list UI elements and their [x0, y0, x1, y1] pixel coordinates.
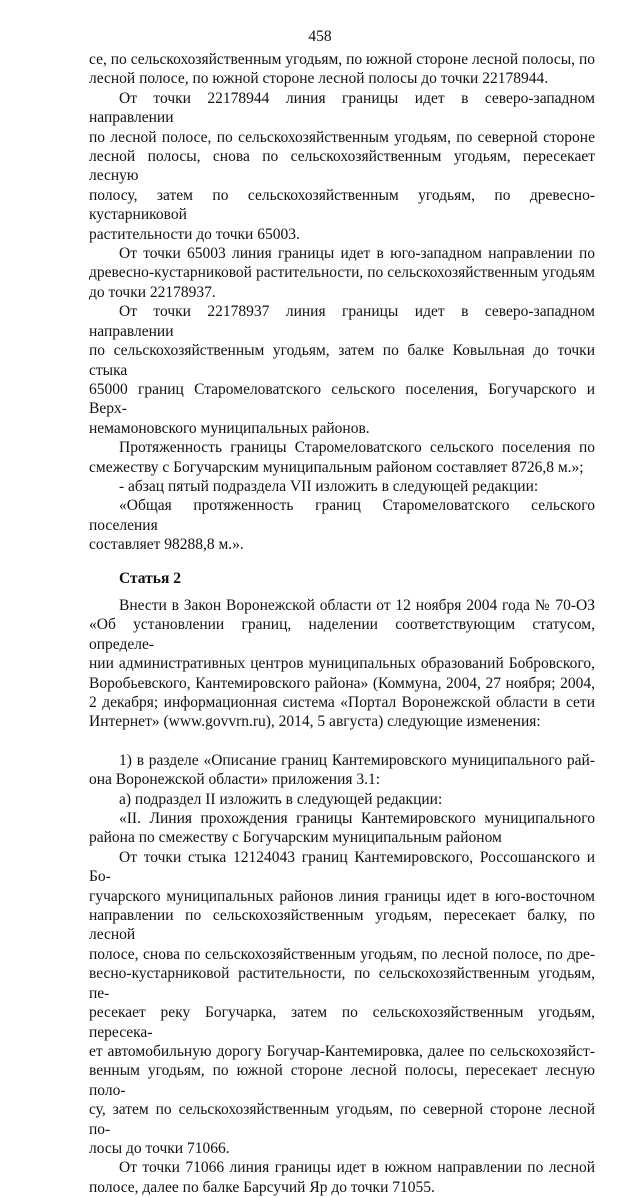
text-line: «Об установлении границ, наделении соответствующим статусом, определе- — [89, 616, 595, 653]
text-line: древесно-кустарниковой растительности, по сельскохозяйственным угодьям — [89, 264, 595, 282]
text-line: полосе, снова по сельскохозяйственным угодьям, по лесной полосе, по дре- — [89, 945, 595, 963]
text-line: венным угодьям, по южной стороне лесной полосы, пересекает лесную поло- — [89, 1062, 595, 1099]
text-line: се, по сельскохозяйственным угодьям, по южной стороне лесной полосы, по — [89, 51, 595, 68]
text-line: ресекает реку Богучарка, затем по сельскохозяйственным угодьям, пересека- — [89, 1004, 595, 1041]
text-line: а) подраздел II изложить в следующей редакции: — [119, 790, 443, 808]
text-line: растительности до точки 65003. — [89, 225, 300, 243]
text-line: - абзац пятый подраздела VII изложить в следующей редакции: — [119, 477, 539, 495]
article-heading: Статья 2 — [119, 569, 181, 587]
paragraph — [89, 496, 595, 554]
text-line: смежеству с Богучарским муниципальным районом составляет 8726,8 м.»; — [89, 458, 584, 476]
text-line: 65000 границ Старомеловатского сельского поселения, Богучарского и Верх- — [89, 380, 595, 418]
text-line: она Воронежской области» приложения 3.1: — [89, 771, 381, 789]
paragraph — [89, 89, 595, 244]
text-line: до точки 22178937. — [89, 283, 216, 301]
paragraph — [89, 244, 595, 302]
text-line: лосы до точки 71066. — [89, 1139, 230, 1157]
text-line: 2 декабря; информационная система «Портал Воронежской области в сети — [89, 694, 595, 711]
text-line: гучарского муниципальных районов линия границы идет в юго-восточном — [89, 887, 595, 905]
text-line: направлении по сельскохозяйственным угодьям, пересекает балку, по лесной — [89, 907, 595, 944]
text-line: «Общая протяженность границ Старомеловатского сельского поселения — [89, 497, 595, 534]
text-line: Интернет» (www.govvrn.ru), 2014, 5 августа) следующие изменения: — [89, 713, 541, 731]
paragraph — [89, 477, 595, 496]
paragraph — [89, 751, 595, 790]
text-line: составляет 98288,8 м.». — [89, 536, 244, 554]
text-line: по сельскохозяйственным угодьям, затем по балке Ковыльная до точки стыка — [89, 342, 595, 379]
paragraph — [89, 438, 595, 477]
paragraph — [89, 50, 595, 89]
text-line: «II. Линия прохождения границы Кантемировского муниципального — [119, 810, 595, 828]
spacer — [89, 732, 595, 751]
text-line: Протяженность границы Старомеловатского сельского поселения по — [119, 439, 595, 457]
paragraph — [89, 809, 595, 848]
text-line: полосе, далее по балке Барсучий Яр до точки 71055. — [89, 1178, 435, 1196]
text-line: 1) в разделе «Описание границ Кантемировского муниципального рай- — [119, 751, 595, 769]
paragraph — [89, 790, 595, 809]
text-line: района по смежеству с Богучарским муниципальным районом — [89, 829, 502, 847]
text-line: по лесной полосе, по сельскохозяйственным угодьям, по северной стороне — [89, 128, 595, 146]
text-line: лесной полосы, снова по сельскохозяйственным угодьям, пересекает лесную — [89, 148, 595, 185]
text-line: От точки 22178944 линия границы идет в северо-западном направлении — [89, 89, 595, 127]
text-line: От точки стыка 12124043 границ Кантемировского, Россошанского и Бо- — [89, 848, 595, 886]
text-line: От точки 71066 линия границы идет в южном направлении по лесной — [119, 1159, 595, 1177]
text-line: Воробьевского, Кантемировского района» (Коммуна, 2004, 27 ноября; 2004, — [89, 674, 595, 692]
text-line: весно-кустарниковой растительности, по сельскохозяйственным угодьям, пе- — [89, 965, 595, 1002]
text-line: Внести в Закон Воронежской области от 12 ноября 2004 года № 70-ОЗ — [119, 596, 595, 614]
text-line: немамоновского муниципальных районов. — [89, 419, 370, 437]
document-body — [89, 50, 595, 1197]
text-line: От точки 65003 линия границы идет в юго-западном направлении по — [119, 245, 595, 263]
text-line: лесной полосе, по южной стороне лесной полосы до точки 22178944. — [89, 70, 549, 88]
paragraph — [89, 1158, 595, 1197]
text-line: ет автомобильную дорогу Богучар-Кантемировка, далее по сельскохозяйст- — [89, 1042, 595, 1060]
paragraph — [89, 596, 595, 732]
text-line: полосу, затем по сельскохозяйственным угодьям, по древесно-кустарниковой — [89, 186, 595, 224]
text-line: су, затем по сельскохозяйственным угодьям, по северной стороне лесной по- — [89, 1101, 595, 1138]
paragraph — [89, 302, 595, 438]
text-line: От точки 22178937 линия границы идет в северо-западном направлении — [89, 303, 595, 340]
text-line: нии административных центров муниципальных образований Бобровского, — [89, 655, 595, 673]
page-number: 458 — [308, 28, 332, 45]
paragraph — [89, 848, 595, 1159]
